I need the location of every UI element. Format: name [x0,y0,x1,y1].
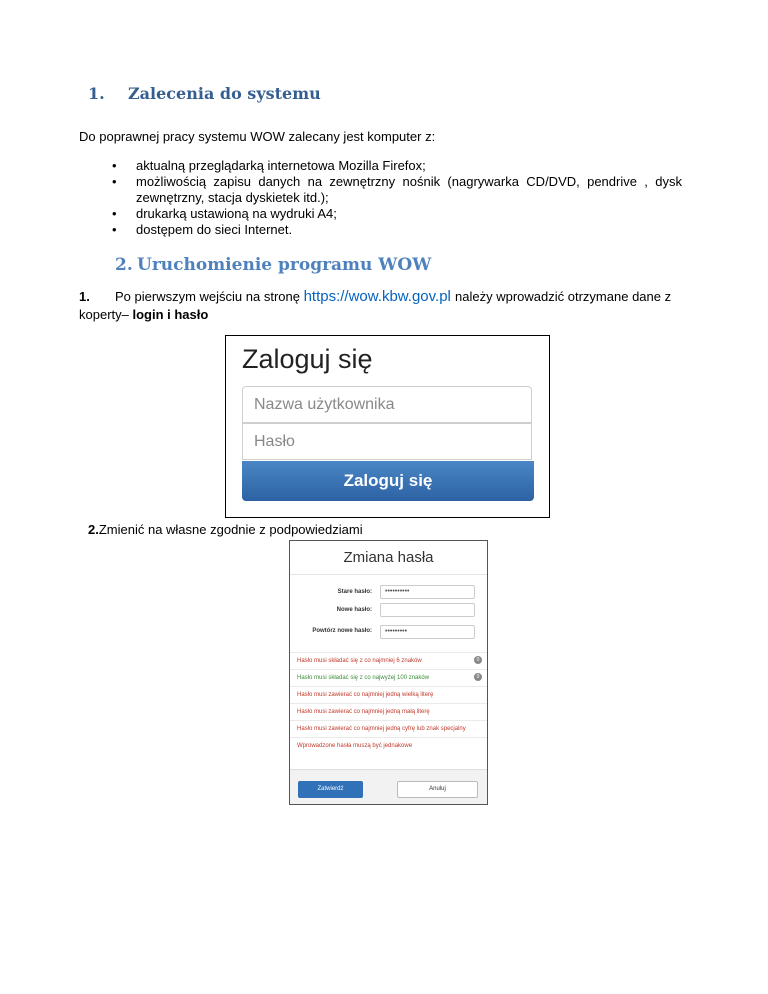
bullet-icon: • [112,222,117,237]
old-password-label: Stare hasło: [337,589,372,595]
list-item-text: dostępem do sieci Internet. [136,222,293,237]
repeat-password-label: Powtórz nowe hasło: [312,628,372,634]
rule-text: Hasło musi składać się z co najwyżej 100 znaków [297,675,430,681]
section1-number: 1. [88,84,105,103]
username-input[interactable]: Nazwa użytkownika [242,386,532,423]
login-button[interactable]: Zaloguj się [242,461,534,501]
list-item-text: aktualną przeglądarką internetowa Mozilla Firefox; [136,158,426,173]
password-dialog-header [290,541,487,575]
section1-heading [88,84,321,103]
rule-text: Hasło musi zawierać co najmniej jedną małą literę [297,709,430,715]
bullet-icon: • [112,158,117,173]
rule-text: Wprowadzone hasła muszą być jednakowe [297,743,413,749]
password-rule [290,669,487,686]
rule-text: Hasło musi zawierać co najmniej jedną wielką literę [297,692,434,698]
new-password-label: Nowe hasło: [336,607,372,613]
password-dialog-footer [290,769,487,805]
password-input[interactable]: Hasło [242,423,532,460]
step2-paragraph [88,522,363,537]
login-title: Zaloguj się [242,344,373,374]
password-dialog-title: Zmiana hasła [343,549,434,566]
password-rule [290,686,487,703]
password-change-screenshot [289,540,488,805]
list-item-text: możliwością zapisu danych na zewnętrzny nośnik (nagrywarka CD/DVD, pendrive , dysk zewnętrzny, stacja dyskietek itd.); [136,174,682,205]
confirm-button[interactable]: Zatwierdź [298,781,363,798]
password-rules-list [290,652,487,754]
rule-count-badge: 0 [474,673,482,681]
rule-text: Hasło musi zawierać co najmniej jedną cyfrę lub znak specjalny [297,726,466,732]
section1-title: Zalecenia do systemu [128,84,321,103]
password-rule [290,703,487,720]
list-item-text: drukarką ustawioną na wydruki A4; [136,206,337,221]
list-item [112,206,682,222]
bullet-icon: • [112,206,117,221]
section2-title: Uruchomienie programu WOW [137,255,432,275]
cancel-button[interactable]: Anuluj [397,781,478,798]
wow-link[interactable]: https://wow.kbw.gov.pl [303,288,456,305]
password-rule [290,652,487,669]
section2-number: 2. [115,255,133,275]
bullet-icon: • [112,174,117,189]
rule-count-badge: 0 [474,656,482,664]
password-rule [290,720,487,737]
new-password-input[interactable] [380,603,475,617]
step2-text: Zmienić na własne zgodnie z podpowiedziami [98,522,363,537]
step1-paragraph [79,288,685,324]
login-form-screenshot [225,335,550,518]
section2-heading [115,255,431,275]
step1-number: 1. [79,289,90,304]
section1-intro: Do poprawnej pracy systemu WOW zalecany jest komputer z: [79,129,436,144]
step1-bold-end: login i hasło [132,307,209,322]
list-item [112,222,682,238]
old-password-input[interactable]: •••••••••• [380,585,475,599]
list-item [112,174,682,206]
step1-text-after: należy wprowadzić otrzymane dane z koperty– [79,289,672,322]
list-item [112,158,682,174]
requirements-list [112,158,682,238]
step2-number: 2. [88,522,99,537]
password-rule [290,737,487,754]
step1-text-before: Po pierwszym wejściu na stronę [115,289,304,304]
rule-text: Hasło musi składać się z co najmniej 6 znaków [297,658,422,664]
repeat-password-input[interactable]: ••••••••• [380,625,475,639]
